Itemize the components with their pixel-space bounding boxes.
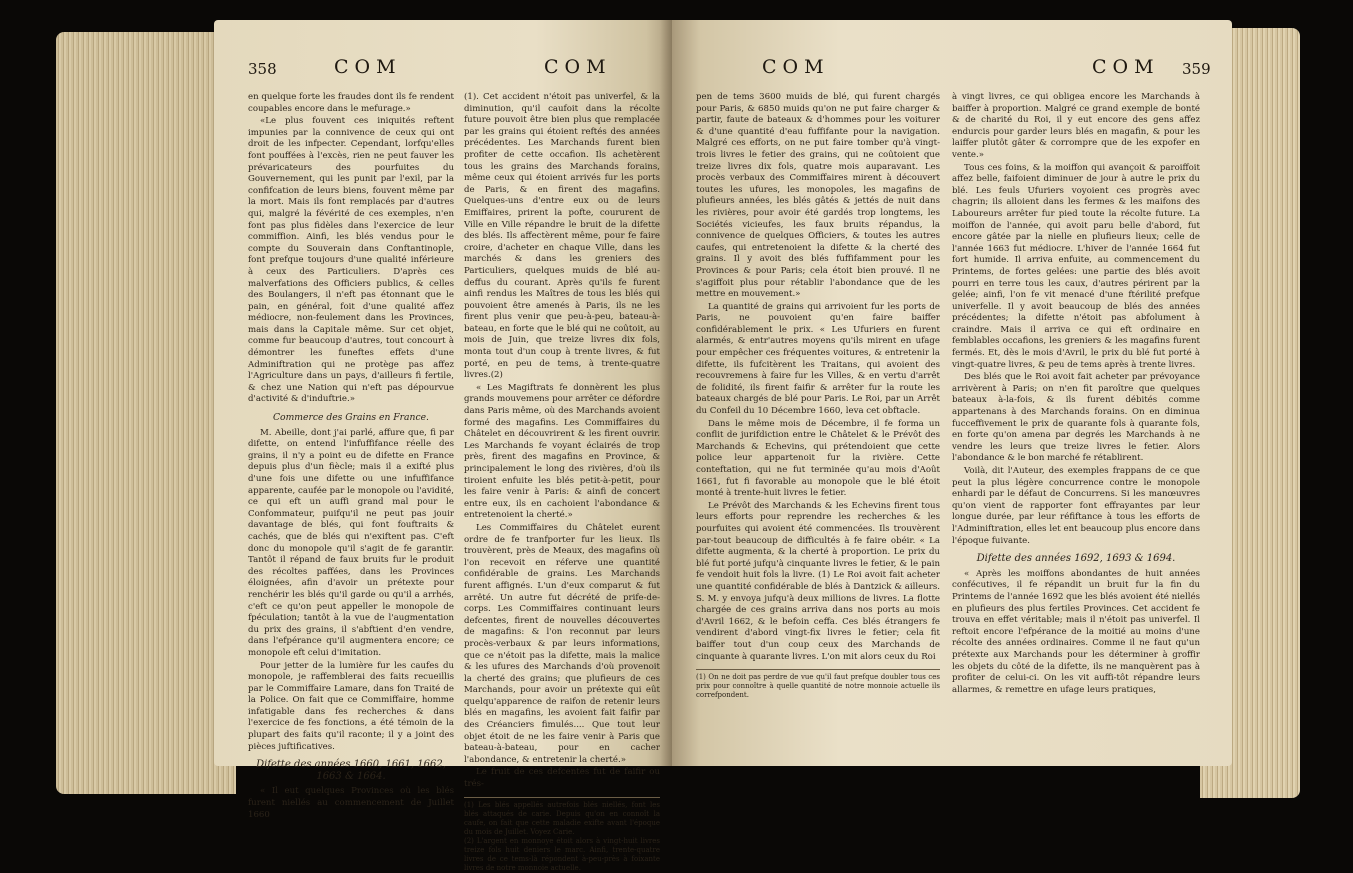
paragraph: Des blés que le Roi avoit fait acheter par prévoyance arrivèrent à Paris; on n'en fit paroître que quelques bateaux à-la-fois, & ils furent débités comme appartenans à des Marchands forains. On en diminua fucceffivement le prix de quarante fols à quarante fols, en forte qu'on amena par degrés les Marchands à ne vendre les leurs que treize livres le fetier. Alors l'abondance & le bon marché fe rétablirent.: [952, 372, 1200, 464]
paragraph: Tous ces foins, & la moiffon qui avançoit & paroiffoit affez belle, faifoient diminuer de jour à autre le prix du blé. Les feuls Ufuriers voyoient ces progrès avec chagrin; ils alloient dans les fermes & les maifons des Laboureurs arrêter fur pied toute la récolte future. La moiffon de l'année, qui avoit paru belle d'abord, fut encore gâtée par la nielle en plufieurs lieux; celle de l'année 1663 fut médiocre. L'hiver de l'année 1664 fut fort humide. Il arriva enfuite, au commencement du Printems, de fortes gelées: une partie des blés avoit pourri en terre tous les caux, d'autres périrent par la gelée; ainfi, l'on fe vit menacé d'une ftérilité prefque univerfelle. Il y avoit beaucoup de blés des années précédentes; la difette n'étoit pas abfolument à craindre. Mais il arriva ce qui eft ordinaire en femblables occafions, les greniers & les magafins furent fermés. Et, dès le mois d'Avril, le prix du blé fut porté à vingt-quatre livres, & peu de tems après à trente livres.: [952, 162, 1200, 370]
right-running-head: COM: [1092, 56, 1160, 78]
paragraph: Le Prévôt des Marchands & les Echevins firent tous leurs efforts pour reprendre les recherches & les pourfuites qui avoient été commencées. Ils trouvèrent par-tout beaucoup de difficultés à fe faire obéir. « La difette augmenta, & la cherté à proportion. Le prix du blé fut porté jufqu'à cinquante livres le fetier, & le pain fe vendoit huit fols la livre. (1) Le Roi avoit fait acheter une quantité confidérable de blés à Dantzick & ailleurs. S. M. y envoya jufqu'à deux millions de livres. La flotte chargée de ces grains arriva dans nos ports au mois d'Avril 1662, & le befoin ceffa. Ces blés étrangers fe vendirent d'abord vingt-fix livres le fetier; cela fit baiffer tout d'un coup ceux des Marchands de cinquante à quarante livres. L'on mit alors ceux du Roi: [696, 500, 940, 662]
column-3: [696, 92, 940, 700]
paragraph: « Après les moiffons abondantes de huit années confécutives, il fe répandit un bruit fur la fin du Printems de l'année 1692 que les blés avoient été niellés en plufieurs des plus fertiles Provinces. Cet accident fe trouva en effet véritable; mais il n'étoit pas univerfel. Il reftoit encore l'efpérance de la moitié au moins d'une récolte des années ordinaires. Comme il ne faut qu'un prétexte aux Marchands pour les déterminer à groffir les objets du côté de la difette, ils ne manquèrent pas à profiter de celui-ci. On les vit auffi-tôt répandre leurs allarmes, & remettre en ufage leurs pratiques,: [952, 568, 1200, 695]
paragraph: (1). Cet accident n'étoit pas univerfel, & la diminution, qu'il caufoit dans la récolte future pouvoit être bien plus que remplacée par les grains qui étoient reftés des années précédentes. Les Marchands furent bien profiter de cette occafion. Ils achetèrent tous les grains des Marchands forains, même ceux qui étoient arrivés fur les ports de Paris, & en firent des magafins. Quelques-uns d'entre eux ou de leurs Emiffaires, prirent la pofte, coururent de Ville en Ville répandre le bruit de la difette des blés. Ils affectèrent même, pour fe faire croire, d'acheter en chaque Ville, dans les marchés & dans les greniers des Particuliers, quelques muids de blé au-deffus du courant. Après qu'ils fe furent ainfi rendus les Maîtres de tous les blés qui pouvoient être amenés à Paris, ils ne les firent plus venir que peu-à-peu, bateau-à-bateau, en forte que le blé qui ne coûtoit, au mois de Juin, que treize livres dix fols, monta tout d'un coup à trente livres, & fut porté, en peu de tems, à trente-quatre livres.(2): [464, 92, 660, 381]
page-edges-left: [56, 32, 236, 794]
footnote-2: (2) L'argent en monnoye étoit alors à vingt-huit livres treize fols huit deniers le marc. Ainfi, trente-quatre livres de ce tems-là répondent à-peu-près à foixante livres de notre monnoie actuelle.: [464, 836, 660, 872]
paragraph: « Il eut quelques Provinces où les blés furent niellés au commencement de Juillet 1660: [248, 786, 454, 820]
paragraph: « Les Magiftrats fe donnèrent les plus grands mouvemens pour arrêter ce défordre dans Paris même, où des Marchands avoient formé des magafins. Les Commiffaires du Châtelet en découvrirent & les firent ouvrir. Les Marchands fe voyant éclairés de trop près, firent des magafins en Province, & principalement le long des rivières, d'où ils tiroient enfuite les blés petit-à-petit, pour les faire venir à Paris: & ainfi de concert entre eux, ils en cachoient l'abondance & entretenoient la cherté.»: [464, 382, 660, 521]
section-heading: Difette des années 1692, 1693 & 1694.: [976, 553, 1176, 565]
paragraph: en quelque forte les fraudes dont ils fe rendent coupables encore dans le mefurage.»: [248, 92, 454, 114]
paragraph: Pour jetter de la lumière fur les caufes du monopole, je raffemblerai des faits recueillis par le Commiffaire Lamare, dans fon Traité de la Police. On fait que ce Commiffaire, homme infatigable dans fes recherches & dans l'exercice de fes fonctions, a été témoin de la plupart des faits qu'il raconte; il y a joint des pièces juftificatives.: [248, 660, 454, 752]
left-page: [214, 20, 674, 872]
section-heading: Difette des années 1660, 1661, 1662, 1663 & 1664.: [256, 759, 446, 782]
left-running-head: COM: [334, 56, 402, 78]
paragraph: Les Commiffaires du Châtelet eurent ordre de fe tranfporter fur les lieux. Ils trouvèrent, près de Meaux, des magafins où l'on recevoit en réferve une quantité confidérable de grains. Les Marchands furent affignés. L'un d'eux comparut & fut arrêté. Un autre fut décrété de prife-de-corps. Les Commiffaires continuant leurs defcentes, firent de nouvelles découvertes de magafins: & l'on reconnut par leurs procès-verbaux & par leurs informations, que ce n'étoit pas la difette, mais la malice & les ufures des Marchands d'où provenoit la cherté des grains; que plufieurs de ces Marchands, pour avoir un prétexte qui eût quelqu'apparence de raifon de retenir leurs blés en magafins, les avoient fait faifir par des Créanciers fimulés.... Que tout leur objet étoit de ne les faire venir à Paris que bateau-à-bateau, pour en cacher l'abondance, & entretenir la cherté.»: [464, 522, 660, 765]
paragraph: Dans le même mois de Décembre, il fe forma un conflit de jurifdiction entre le Châtelet & le Prévôt des Marchands & Echevins, qui prétendoient que cette police leur appartenoit fur la rivière. Cette conteftation, qui ne fut terminée qu'au mois d'Août 1661, fut fi favorable au monopole que le blé étoit monté à trente-huit livres le fetier.: [696, 418, 940, 499]
paragraph: La quantité de grains qui arrivoient fur les ports de Paris, ne pouvoient qu'en faire baiffer confidérablement le prix. « Les Ufuriers en furent alarmés, & entr'autres moyens qu'ils mirent en ufage pour empêcher ces fréquentes voitures, & entretenir la difette, ils fufcitèrent les Traitans, qui avoient des recouvremens à faire fur les Villes, & en vertu d'arrêt de folidité, ils firent faifir & arrêter fur la route les bateaux chargés de blé pour Paris. Le Roi, par un Arrêt du Confeil du 10 Décembre 1660, leva cet obftacle.: [696, 301, 940, 417]
left-folio: 358: [248, 60, 277, 78]
paragraph: Voilà, dit l'Auteur, des exemples frappans de ce que peut la plus légère concurrence contre le monopole enhardi par le défaut de Concurrens. Si les manœuvres qu'on vient de rapporter font effrayantes par leur longue durée, par leur réfiftance à tous les efforts de l'Adminiftration, elles let ent beaucoup plus encore dans l'époque fuivante.: [952, 466, 1200, 546]
left-running-head-right: COM: [544, 56, 612, 78]
right-running-head-left: COM: [762, 56, 830, 78]
paragraph: à vingt livres, ce qui obligea encore les Marchands à baiffer à proportion. Malgré ce grand exemple de bonté & de charité du Roi, il y eut encore des gens affez endurcis pour garder leurs blés en magafin, & pour les laiffer plutôt gâter & corrompre que de les expofer en vente.»: [952, 92, 1200, 160]
right-folio: 359: [1182, 60, 1211, 78]
column-2: [464, 92, 660, 873]
paragraph: Le fruit de ces defcentes fut de faifir ou trés-: [464, 767, 660, 790]
footnote-1: (1) On ne doit pas perdre de vue qu'il faut prefque doubler tous ces prix pour connoître à quelle quantité de notre monnoie actuelle ils correfpondent.: [696, 669, 940, 700]
right-page: [672, 20, 1232, 766]
column-4: [952, 92, 1200, 697]
paragraph: M. Abeille, dont j'ai parlé, affure que, fi par difette, on entend l'infuffifance réelle des grains, il n'y a point eu de difette en France depuis plus d'un fiècle; mais il a exifté plus d'une fois une difette ou une infuffifance apparente, caufée par le monopole ou l'avidité, ce qui eft un auffi grand mal pour le Confommateur, puifqu'il ne peut pas jouir davantage de blés, qui font fouftraits & cachés, que de blés qui n'exiftent pas. C'eft donc du monopole qu'il s'agit de fe garantir. Tantôt il répand de faux bruits fur le produit des récoltes paffées, dans les Provinces éloignées, afin d'avoir un prétexte pour renchérir les blés qu'il garde ou qu'il a arrhés, c'eft ce qu'on peut appeller le monopole de fpéculation; tantôt à la vue de l'augmentation du prix des grains, il s'abftient d'en vendre, dans l'efpérance qu'il augmentera encore; ce monopole eft celui d'imitation.: [248, 427, 454, 658]
section-heading: Commerce des Grains en France.: [273, 412, 429, 424]
paragraph: «Le plus fouvent ces iniquités reftent impunies par la connivence de ceux qui ont droit de les infpecter. Cependant, lorfqu'elles font pouffées à l'excès, rien ne peut fauver les prévaricateurs des pourfuites du Gouvernement, qui les punit par l'exil, par la confifcation de leurs biens, fouvent même par la mort. Mais ils font remplacés par d'autres qui, malgré la févérité de ces exemples, n'en font pas plus fidèles dans l'exercice de leur commiffion. Ainfi, les blés vendus pour le compte du Souverain dans Conftantinople, font prefque toujours d'une qualité inférieure à ceux des Particuliers. D'après ces malverfations des Officiers publics, & celles des Boulangers, il n'eft pas étonnant que le pain, en général, foit d'une qualité affez médiocre, non-feulement dans les Provinces, mais dans la Capitale même. Sur cet objet, comme fur beaucoup d'autres, tout concourt à démontrer les funeftes effets d'une Adminiftration qui ne protège pas affez l'Agriculture dans un pays, d'ailleurs fi fertile, & chez une Nation qui n'eft pas dépourvue d'activité & d'induftrie.»: [248, 116, 454, 405]
paragraph: pen de tems 3600 muids de blé, qui furent chargés pour Paris, & 6850 muids qu'on ne put faire charger & partir, faute de bateaux & d'hommes pour les voiturer & d'une quantité d'eau fuffifante pour la navigation. Malgré ces efforts, on ne put faire tomber qu'à vingt-trois livres le fetier des grains, qui ne coûtoient que treize livres dix fols, quatre mois auparavant. Les procès verbaux des Commiffaires mirent à découvert toutes les ufures, les monopoles, les magafins de plufieurs années, les blés gâtés & jettés de nuit dans les rivières, pour avoir été gardés trop longtems, les Sociétés vicieufes, les faux bruits répandus, la connivence de quelques Officiers, & toutes les autres caufes, qui entretenoient la difette & la cherté des grains. Il y avoit des blés fuffifamment pour les Provinces & pour Paris; cela étoit bien prouvé. Il ne s'agiffoit plus pour rétablir l'abondance que de les mettre en mouvement.»: [696, 92, 940, 300]
footnote-1: (1) Les blés appellés autrefois blés niellés, font les blés attaqués de carie. Depuis qu'on en connoît la caufe, on fait que cette maladie exifte avant l'époque du mois de Juillet. Voyez Carie.: [464, 797, 660, 837]
column-1: [248, 92, 454, 822]
